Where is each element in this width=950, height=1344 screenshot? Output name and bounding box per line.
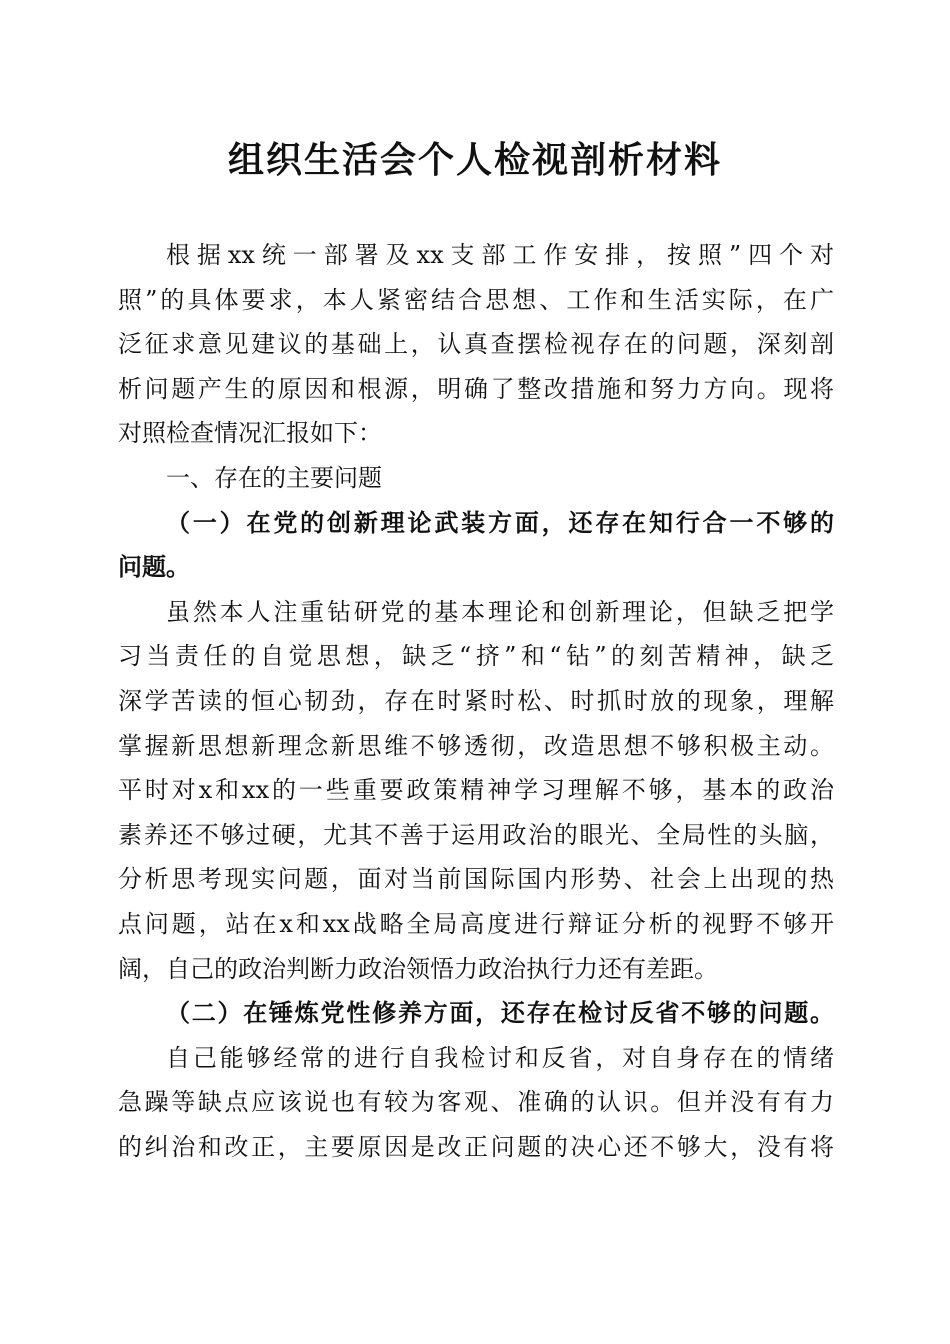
paragraph-line: 虽然本人注重钻研党的基本理论和创新理论，但缺乏把学 — [166, 597, 834, 626]
paragraph-line: 自己能够经常的进行自我检讨和反省，对自身存在的情绪 — [166, 1043, 834, 1072]
paragraph-line: 阔，自己的政治判断力政治领悟力政治执行力还有差距。 — [118, 954, 718, 983]
subsection-heading: （一）在党的创新理论武装方面，还存在知行合一不够的 — [166, 507, 834, 537]
intro-line: 泛征求意见建议的基础上，认真查摆检视存在的问题，深刻剖 — [118, 330, 834, 359]
document-body — [118, 233, 834, 1169]
paragraph-line: 分析思考现实问题，面对当前国际国内形势、社会上出现的热 — [118, 865, 834, 894]
intro-line: 照”的具体要求，本人紧密结合思想、工作和生活实际，在广 — [118, 285, 834, 314]
paragraph-line: 深学苦读的恒心韧劲，存在时紧时松、时抓时放的现象，理解 — [118, 686, 834, 715]
paragraph-line: 平时对x和xx的一些重要政策精神学习理解不够，基本的政治 — [118, 776, 834, 805]
paragraph-line: 习当责任的自觉思想，缺乏“挤”和“钻”的刻苦精神，缺乏 — [118, 642, 834, 671]
paragraph-line: 掌握新思想新理念新思维不够透彻，改造思想不够积极主动。 — [118, 731, 834, 760]
intro-line: 析问题产生的原因和根源，明确了整改措施和努力方向。现将 — [118, 374, 834, 403]
page-title: 组织生活会个人检视剖析材料 — [227, 139, 722, 181]
paragraph-line: 的纠治和改正，主要原因是改正问题的决心还不够大，没有将 — [118, 1132, 834, 1161]
subsection-heading: （二）在锤炼党性修养方面，还存在检讨反省不够的问题。 — [166, 998, 834, 1028]
paragraph-line: 素养还不够过硬，尤其不善于运用政治的眼光、全局性的头脑， — [118, 820, 834, 849]
section-heading: 一、存在的主要问题 — [166, 463, 382, 492]
intro-line: 对照检查情况汇报如下： — [118, 419, 382, 448]
intro-line: 根据xx统一部署及xx支部工作安排，按照”四个对 — [166, 241, 834, 269]
paragraph-line: 点问题，站在x和xx战略全局高度进行辩证分析的视野不够开 — [118, 909, 834, 938]
paragraph-line: 急躁等缺点应该说也有较为客观、准确的认识。但并没有有力 — [118, 1088, 834, 1117]
subsection-heading: 问题。 — [118, 552, 190, 582]
